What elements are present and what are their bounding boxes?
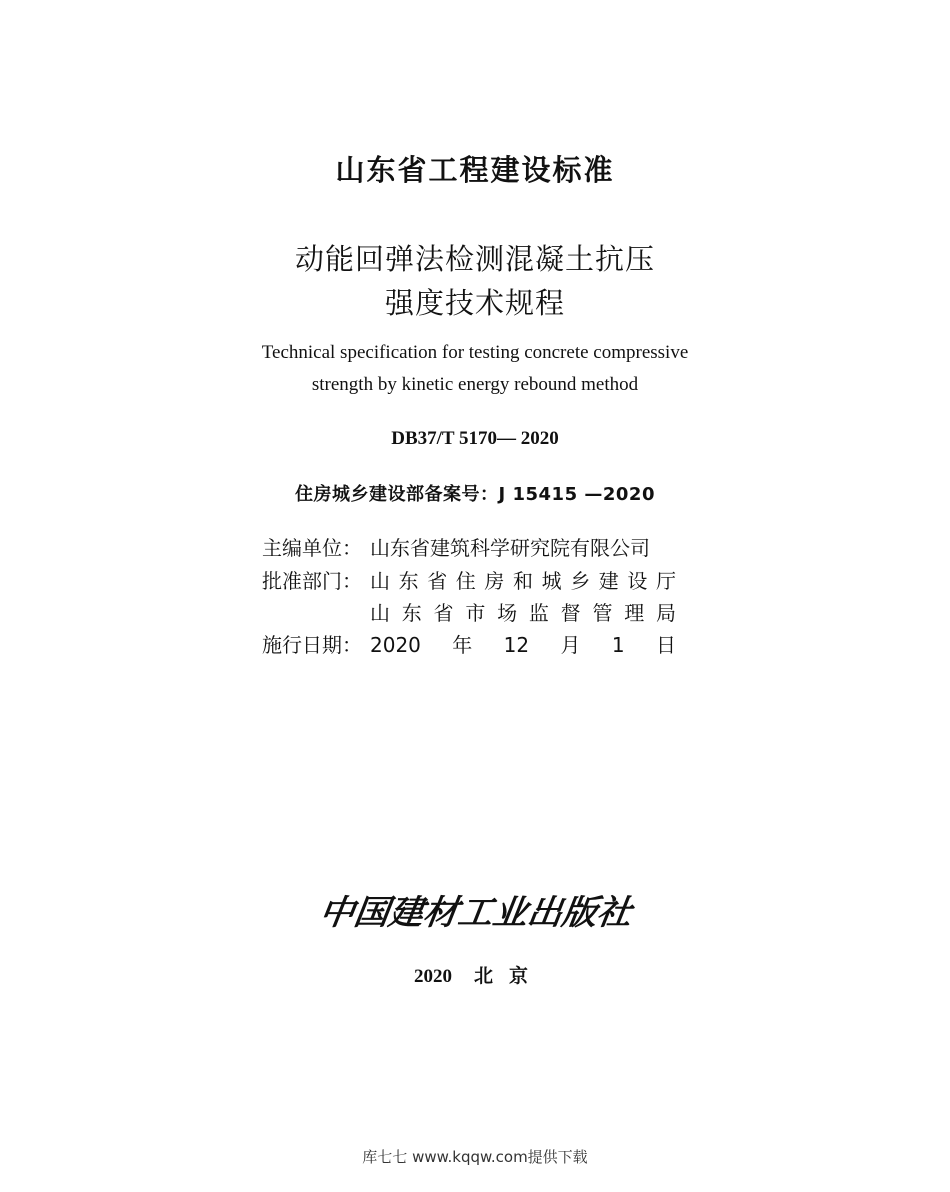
download-footer: 库七七 www.kqqw.com提供下载 bbox=[362, 1148, 588, 1166]
city-char-2: 京 bbox=[509, 965, 529, 987]
editor-row bbox=[262, 532, 676, 560]
city-char-1: 北 bbox=[473, 965, 493, 987]
date-label: 施行日期： bbox=[262, 632, 362, 657]
publisher-logo bbox=[312, 888, 638, 934]
approver-label: 批准部门： bbox=[262, 568, 362, 593]
publication-place bbox=[0, 961, 950, 988]
record-number: 住房城乡建设部备案号：J 15415 —2020 bbox=[295, 484, 655, 505]
series-title: 山东省工程建设标准 bbox=[335, 153, 615, 187]
publisher-name: 中国建材工业出版社 bbox=[316, 893, 629, 933]
title-en-line-1: Technical specification for testing concrete compressive bbox=[261, 342, 689, 363]
date-row bbox=[262, 629, 676, 657]
title-cn-line-2: 强度技术规程 bbox=[384, 286, 565, 320]
approver-row-2 bbox=[262, 597, 676, 625]
standard-code: DB37/T 5170— 2020 bbox=[391, 428, 559, 449]
editor-value: 山东省建筑科学研究院有限公司 bbox=[370, 535, 650, 560]
approver-value-2: 山东省市场监督管理局 bbox=[370, 600, 676, 625]
title-en-line-2: strength by kinetic energy rebound method bbox=[311, 374, 639, 395]
publication-year: 2020 bbox=[413, 966, 452, 987]
approver-value-1: 山东省住房和城乡建设厅 bbox=[370, 568, 676, 593]
title-cn-line-1: 动能回弹法检测混凝土抗压 bbox=[294, 242, 655, 276]
approver-row bbox=[262, 565, 676, 593]
editor-label: 主编单位： bbox=[262, 535, 362, 560]
date-value: 2020年12月1日 bbox=[370, 632, 676, 657]
